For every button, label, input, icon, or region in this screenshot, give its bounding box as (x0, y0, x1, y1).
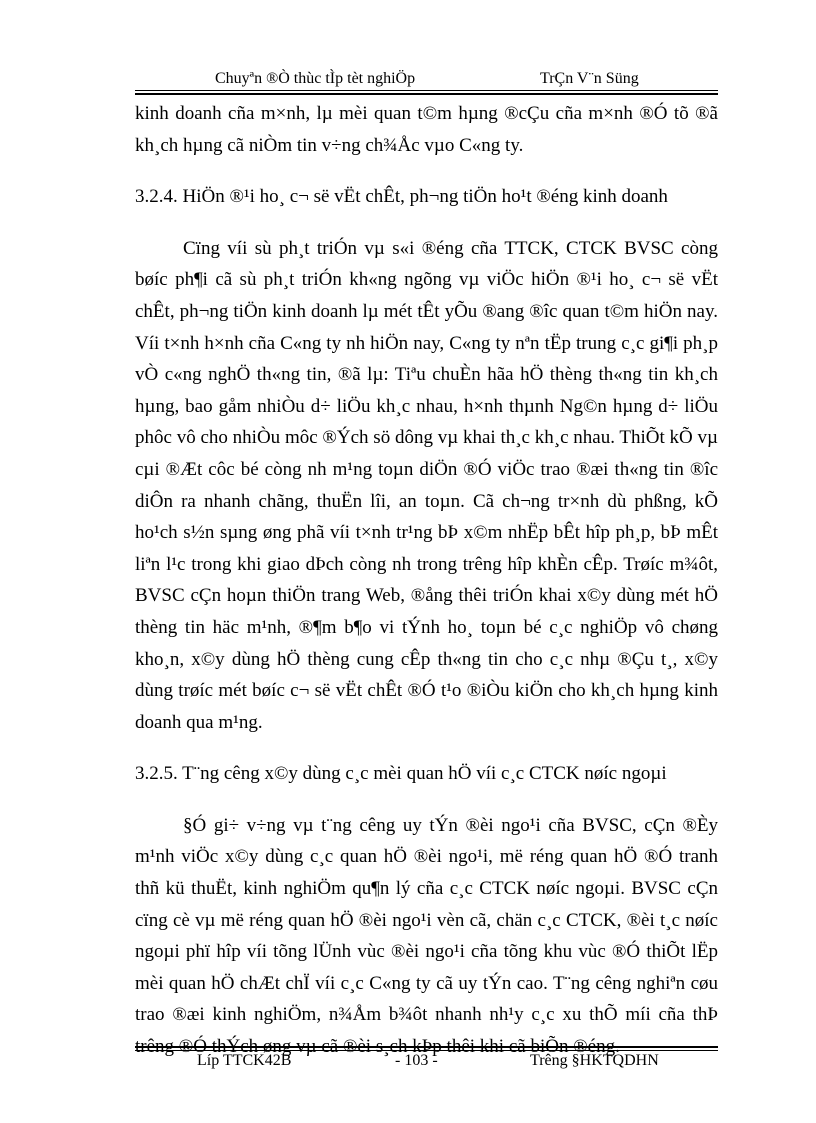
page-content (135, 98, 718, 1063)
spacer (135, 790, 718, 810)
section-heading-3-2-5: 3.2.5. T¨ng cêng x©y dùng c¸c mèi quan hÖ víi c¸c CTCK nøíc ngoµi (135, 763, 667, 785)
section-paragraph-3-2-5: §Ó gi÷ v÷ng vµ t¨ng cêng uy tÝn ®èi ngo¹i cña BVSC, cÇn ®Èy m¹nh viÖc x©y dùng c¸c quan hÖ ®èi ngo¹i, më réng quan hÖ ®Ó tranh thñ kü thuËt, kinh nghiÖm qu¶n lý cña c¸c CTCK nøíc ngoµi. BVSC cÇn cïng cè vµ më réng quan hÖ ®èi ngo¹i vèn cã, chän c¸c CTCK, ®èi t¸c nøíc ngoµi phï hîp víi tõng lÜnh vùc ®èi ngo¹i cña tõng khu vùc ®Ó thiÕt lËp mèi quan hÖ chÆt chÏ víi c¸c C«ng ty cã uy tÝn cao. T¨ng cêng nghiªn cøu trao ®æi kinh nghiÖm, n¾Åm b¾ôt nhanh nh¹y c¸c xu thÕ míi cña thÞ trêng ®Ó thÝch øng vµ cã ®èi s¸ch kÞp thêi khi cã biÕn ®éng. (135, 814, 718, 1058)
footer-university: Trêng §HKTQDHN (530, 1052, 659, 1069)
header-document-title: Chuyªn ®Ò thùc tÌp tèt nghiÖp (215, 70, 416, 87)
section-paragraph-3-2-4: Cïng víi sù ph¸t triÓn vµ s«i ®éng cña TTCK, CTCK BVSC còng bøíc ph¶i cã sù ph¸t triÓn kh«ng ngõng vµ viÖc hiÖn ®¹i ho¸ c¬ së vËt chÊt, ph¬ng tiÖn kinh doanh lµ mét tÊt yÕu ®ang ®îc quan t©m hiÖn nay. Víi t×nh h×nh cña C«ng ty nh hiÖn nay, C«ng ty nªn tËp trung c¸c gi¶i ph¸p vÒ c«ng nghÖ th«ng tin, ®ã lµ: Tiªu chuÈn hãa hÖ thèng th«ng tin kh¸ch hµng, bao gåm nhiÒu d÷ liÖu kh¸c nhau, h×nh thµnh Ng©n hµng d÷ liÖu phôc vô cho nhiÒu môc ®Ých sö dông vµ khai th¸c kh¸c nhau. ThiÕt kÕ vµ cµi ®Æt côc bé còng nh m¹ng toµn diÖn ®Ó viÖc trao ®æi th«ng tin ®îc diÔn ra nhanh chãng, thuËn lîi, an toµn. Cã ch¬ng tr×nh dù phßng, kÕ ho¹ch s½n sµng øng phã víi t×nh tr¹ng bÞ x©m nhËp bÊt hîp ph¸p, bÞ mÊt liªn l¹c trong khi giao dÞch còng nh trong trêng hîp khÈn cÊp. Trøíc m¾ôt, BVSC cÇn hoµn thiÖn trang Web, ®ång thêi triÓn khai x©y dùng mét hÖ thèng tin häc m¹nh, ®¶m b¶o vi tÝnh ho¸ toµn bé c¸c nghiÖp vô chøng kho¸n, x©y dùng hÖ thèng cung cÊp th«ng tin cho c¸c nhµ ®Çu t¸, x©y dùng trøíc mét bøíc c¬ së vËt chÊt ®Ó t¹o ®iÒu kiÖn cho kh¸ch hµng kinh doanh qua m¹ng. (135, 237, 718, 733)
header-rule (135, 90, 718, 95)
spacer (135, 161, 718, 181)
spacer (135, 213, 718, 233)
section-heading-3-2-4: 3.2.4. HiÖn ®¹i ho¸ c¬ së vËt chÊt, ph¬ng tiÖn ho¹t ®éng kinh doanh (135, 186, 668, 208)
footer-page-number: - 103 - (395, 1052, 438, 1069)
spacer (135, 738, 718, 758)
page-header (135, 68, 718, 90)
footer-class-name: Líp TTCK42B (197, 1052, 292, 1069)
intro-paragraph: kinh doanh cña m×nh, lµ mèi quan t©m hµng ®cÇu cña m×nh ®Ó tõ ®ã kh¸ch hµng cã niÒm tin v÷ng ch¾Åc vµo C«ng ty. (135, 103, 718, 156)
header-author-name: TrÇn V¨n Süng (540, 70, 639, 87)
footer-rule (135, 1046, 718, 1051)
page-footer (135, 1052, 718, 1074)
